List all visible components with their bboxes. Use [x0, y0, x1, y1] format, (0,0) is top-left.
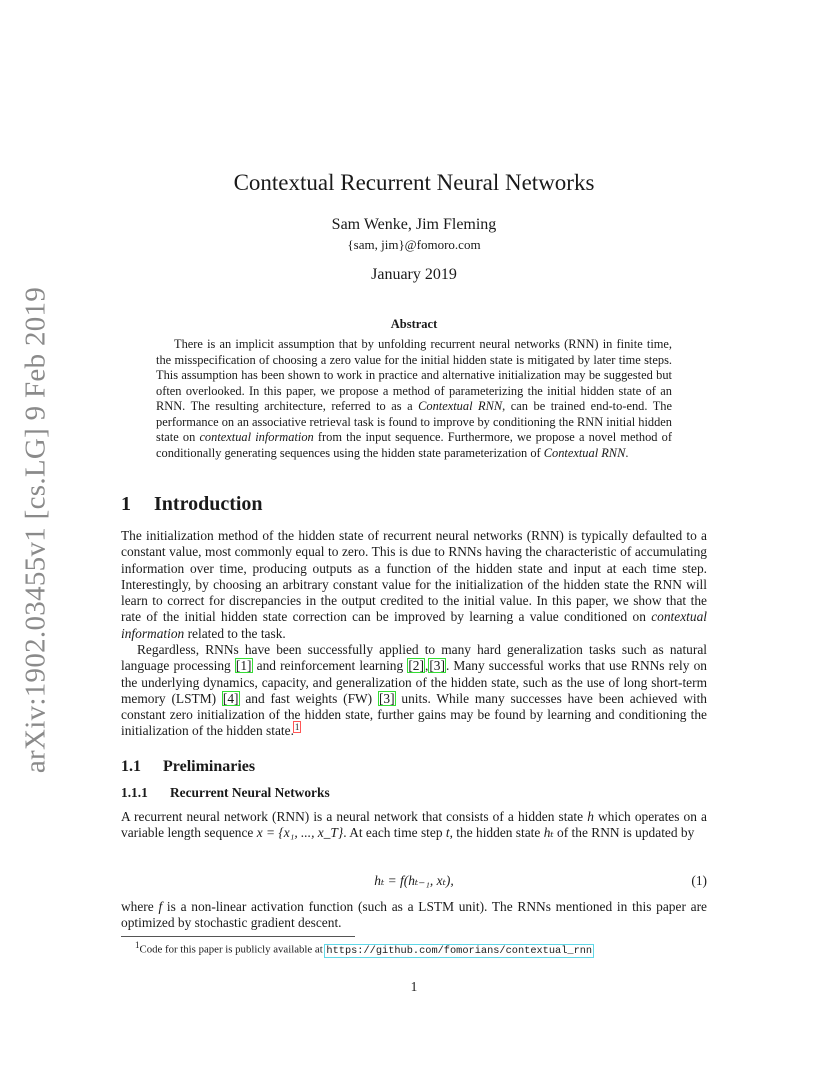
abstract-end: . [625, 445, 629, 460]
abstract-text [156, 337, 672, 461]
math-var-f: f [158, 899, 163, 914]
code-repository-link[interactable]: https://github.com/fomorians/contextual_rnn [326, 944, 593, 957]
rnn-paragraph-1 [121, 809, 707, 842]
subsection-title: Preliminaries [163, 758, 256, 775]
paper-date: January 2019 [371, 266, 457, 283]
intro-p1-text: The initialization method of the hidden state of recurrent neural networks (RNN) is typically defaulted to a constant value, most commonly equal to zero. This is due to RNNs having the characteristic of accumulating information over time, producing outputs as a function of the hidden state and input at each time step. Interestingly, by choosing an arbitrary constant value for the initialization of the hidden state the RNN will learn to correct for discrepancies in the output credited to the initial value. In this paper, we show that the rate of the initial hidden state correction can be improved by learning a value conditioned on [121, 528, 707, 625]
abstract-emphasis-contextual-rnn: Contextual RNN [418, 399, 503, 413]
equation-1 [121, 873, 707, 893]
paper-authors: Sam Wenke, Jim Fleming [331, 216, 497, 233]
subsubsection-number: 1.1.1 [121, 785, 148, 800]
section-number: 1 [121, 493, 131, 515]
subsection-number: 1.1 [121, 758, 141, 775]
rnn-p1-text-c: . At each time step [343, 825, 446, 841]
rnn-p2-text-a: where [121, 899, 159, 914]
intro-paragraph-2 [121, 642, 707, 740]
abstract-emphasis-contextual-rnn-2: Contextual RNN [543, 445, 626, 460]
paper-title: Contextual Recurrent Neural Networks [233, 170, 595, 195]
abstract-heading: Abstract [390, 317, 438, 331]
intro-p2-text-b: and reinforcement learning [252, 658, 408, 674]
footnote-link[interactable]: 1 [294, 722, 300, 733]
intro-p2-text-c: . Many successful works that use RNNs rely on the underlying dynamics, capacity, and generalization of the hidden state, such as the use of long short-term memory (LSTM) [121, 658, 707, 706]
rnn-p1-text-d: , the hidden state [449, 825, 544, 841]
math-var-h: h [587, 809, 594, 824]
math-var-ht: hₜ [543, 825, 554, 841]
subsection-heading-preliminaries [121, 758, 255, 776]
footnote-mark: 1 [135, 940, 140, 950]
citation-link-1[interactable]: [1] [235, 658, 252, 674]
citation-separator: , [424, 658, 429, 674]
page-number: 1 [410, 979, 418, 994]
equation-body: hₜ = f(hₜ₋₁, xₜ), [374, 873, 454, 888]
equation-number: (1) [691, 873, 707, 888]
intro-p2-text-a: Regardless, RNNs have been successfully applied to many hard generalization tasks such as natural language processing [121, 642, 707, 674]
subsubsection-title: Recurrent Neural Networks [170, 785, 330, 800]
section-heading-introduction [121, 493, 263, 516]
intro-p1-end: related to the task. [184, 625, 286, 641]
intro-p2-text-d: and fast weights (FW) [239, 690, 378, 706]
abstract-sentence-3: from the input sequence. Furthermore, we propose a novel method of conditionally generating sequences using the hidden state parameterization of [156, 430, 672, 460]
abstract-sentence-1: There is an implicit assumption that by unfolding recurrent neural networks (RNN) in finite time, the misspecification of choosing a zero value for the initial hidden state is mitigated by later time steps. This assumption has been shown to work in practice and alternative initialization may be suggested but often overlooked. In this paper, we propose a method of parameterizing the initial hidden state of an RNN. The resulting architecture, referred to as a [156, 337, 672, 413]
citation-link-5[interactable]: [3] [378, 690, 395, 706]
math-sequence: x = {x₁, ..., x_T} [256, 825, 344, 841]
rnn-p1-text-a: A recurrent neural network (RNN) is a neural network that consists of a hidden state [121, 809, 588, 824]
author-email: {sam, jim}@fomoro.com [347, 237, 481, 252]
footnote-text: Code for this paper is publicly available at [139, 943, 326, 956]
intro-p2-text-e: units. While many successes have been achieved with constant zero initialization of the hidden state, further gains may be found by learning and conditioning the initialization of the hidden state. [121, 690, 707, 739]
section-title: Introduction [154, 493, 263, 515]
rnn-paragraph-2 [121, 899, 707, 932]
rnn-p1-text-e: of the RNN is updated by [553, 825, 695, 841]
citation-link-3[interactable]: [3] [429, 658, 445, 674]
citation-link-4[interactable]: [4] [222, 690, 239, 706]
abstract-sentence-2: , can be trained end-to-end. The performance on an associative retrieval task is found to improve by conditioning the RNN initial hidden state on [156, 399, 673, 444]
math-var-t: t [445, 825, 450, 841]
abstract-emphasis-contextual-information: contextual information [199, 430, 314, 444]
citation-link-2[interactable]: [2] [408, 658, 424, 674]
intro-p1-emphasis: contextual information [121, 609, 707, 641]
footnote [135, 940, 593, 957]
arxiv-stamp-text: arXiv:1902.03455v1 [cs.LG] 9 Feb 2019 [19, 286, 52, 774]
rnn-p1-text-b: which operates on a variable length sequence [121, 809, 707, 841]
intro-paragraph-1 [121, 528, 707, 642]
subsubsection-heading-rnn [121, 785, 330, 801]
rnn-p2-text-b: is a non-linear activation function (such as a LSTM unit). The RNNs mentioned in this paper are optimized by stochastic gradient descent. [121, 899, 707, 931]
footnote-divider [121, 936, 355, 937]
